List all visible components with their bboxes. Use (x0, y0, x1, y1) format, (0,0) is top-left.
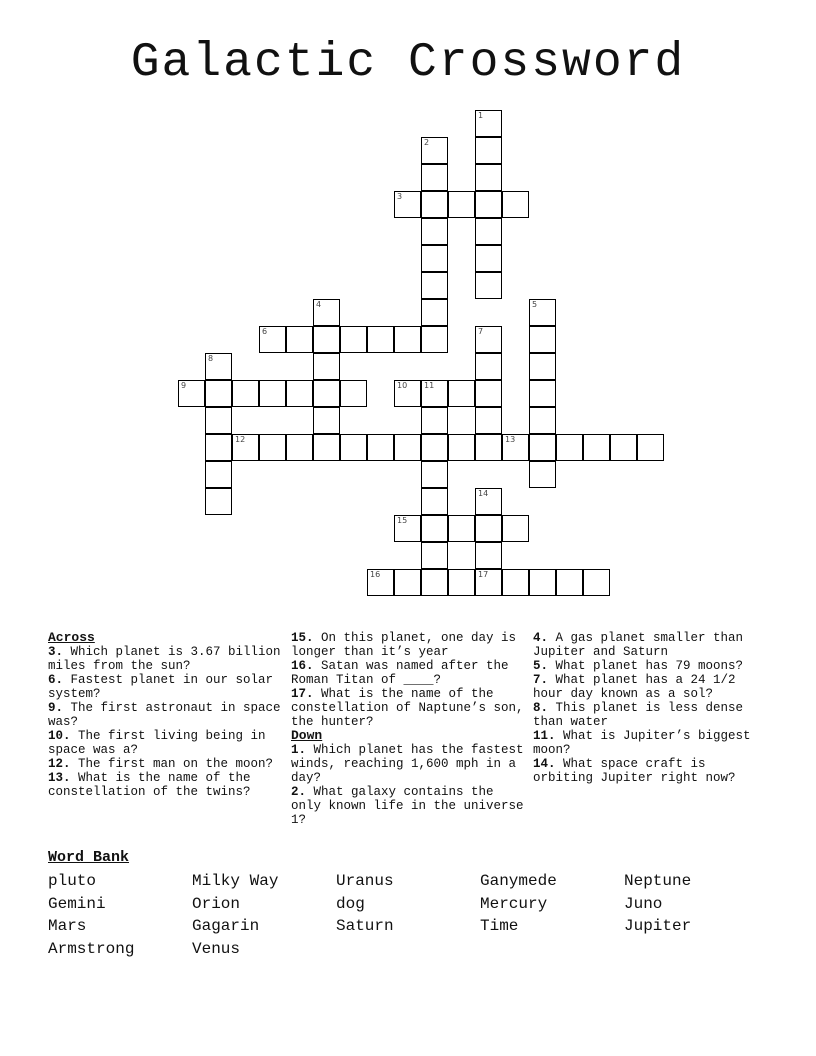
clue-number: 4 (316, 300, 322, 309)
clue-number: 8 (208, 354, 214, 363)
clue-item (533, 701, 773, 729)
grid-cell[interactable] (394, 434, 421, 461)
clue-text: What planet has 79 moons? (548, 659, 744, 673)
clue-number: 3. (48, 645, 64, 659)
clue-number: 3 (397, 192, 403, 201)
clue-number: 10. (48, 729, 71, 743)
clues-column-2 (291, 631, 527, 827)
grid-cell[interactable] (205, 434, 232, 461)
grid-cell[interactable] (529, 407, 556, 434)
grid-cell[interactable] (556, 434, 583, 461)
clue-text: The first living being in space was a? (48, 729, 266, 757)
grid-cell[interactable] (556, 569, 583, 596)
word-bank-item: Time (480, 917, 519, 935)
grid-cell[interactable] (475, 380, 502, 407)
word-bank-item: Gagarin (192, 917, 260, 935)
grid-cell[interactable] (394, 380, 421, 407)
grid-cell[interactable] (313, 353, 340, 380)
clue-number: 8. (533, 701, 549, 715)
clue-text: This planet is less dense than water (533, 701, 744, 729)
word-bank-item: Jupiter (624, 917, 692, 935)
grid-cell[interactable] (421, 164, 448, 191)
grid-cell[interactable] (475, 515, 502, 542)
grid-cell[interactable] (394, 326, 421, 353)
clue-number: 17 (478, 570, 489, 579)
grid-cell[interactable] (232, 380, 259, 407)
grid-cell[interactable] (232, 434, 259, 461)
grid-cell[interactable] (475, 353, 502, 380)
word-bank-item: pluto (48, 872, 97, 890)
across-clue-list (48, 645, 286, 799)
clue-text: What is the name of the constellation of Naptune’s son, the hunter? (291, 687, 524, 729)
grid-cell[interactable] (340, 380, 367, 407)
grid-cell[interactable] (421, 569, 448, 596)
clue-number: 12 (235, 435, 246, 444)
grid-cell[interactable] (259, 434, 286, 461)
grid-cell[interactable] (421, 272, 448, 299)
clue-text: What planet has a 24 1/2 hour day known as a sol? (533, 673, 736, 701)
clues-column-1 (48, 631, 286, 799)
clue-number: 9. (48, 701, 64, 715)
grid-cell[interactable] (421, 218, 448, 245)
grid-cell[interactable] (178, 380, 205, 407)
grid-cell[interactable] (421, 461, 448, 488)
clue-item (533, 659, 773, 673)
grid-cell[interactable] (394, 569, 421, 596)
grid-cell[interactable] (421, 299, 448, 326)
clue-item (48, 729, 286, 757)
grid-cell[interactable] (502, 434, 529, 461)
clue-number: 14 (478, 489, 489, 498)
clue-text: Satan was named after the Roman Titan of ____? (291, 659, 509, 687)
clue-number: 12. (48, 757, 71, 771)
grid-cell[interactable] (529, 299, 556, 326)
grid-cell[interactable] (637, 434, 664, 461)
grid-cell[interactable] (421, 191, 448, 218)
grid-cell[interactable] (313, 407, 340, 434)
word-bank-item: Orion (192, 894, 241, 913)
grid-cell[interactable] (421, 542, 448, 569)
clue-number: 5. (533, 659, 549, 673)
grid-cell[interactable] (205, 488, 232, 515)
clue-text: Which planet has the fastest winds, reaching 1,600 mph in a day? (291, 743, 524, 785)
clue-item (291, 687, 527, 729)
clue-item (533, 729, 773, 757)
clue-item (48, 771, 286, 799)
clue-text: What is the name of the constellation of the twins? (48, 771, 251, 799)
grid-cell[interactable] (529, 380, 556, 407)
clue-item (291, 631, 527, 659)
clue-text: What is Jupiter’s biggest moon? (533, 729, 751, 757)
word-bank-item: Neptune (624, 872, 692, 890)
grid-cell[interactable] (367, 434, 394, 461)
word-bank-item: Ganymede (480, 872, 557, 890)
grid-cell[interactable] (205, 353, 232, 380)
grid-cell[interactable] (475, 407, 502, 434)
clue-number: 2. (291, 785, 307, 799)
grid-cell[interactable] (421, 407, 448, 434)
clue-number: 16 (370, 570, 381, 579)
clue-number: 13 (505, 435, 516, 444)
grid-cell[interactable] (475, 272, 502, 299)
clue-number: 11. (533, 729, 556, 743)
grid-cell[interactable] (448, 191, 475, 218)
grid-cell[interactable] (529, 434, 556, 461)
across-clue-list-continued (291, 631, 527, 729)
grid-cell[interactable] (475, 542, 502, 569)
grid-cell[interactable] (502, 569, 529, 596)
clue-text: Fastest planet in our solar system? (48, 673, 274, 701)
grid-cell[interactable] (313, 299, 340, 326)
grid-cell[interactable] (448, 569, 475, 596)
clue-text: The first man on the moon? (70, 757, 274, 771)
clue-number: 4. (533, 631, 549, 645)
word-bank-title: Word Bank (48, 849, 130, 866)
clue-item (291, 659, 527, 687)
clue-item (48, 673, 286, 701)
grid-cell[interactable] (394, 515, 421, 542)
grid-cell[interactable] (475, 569, 502, 596)
clue-item (533, 757, 773, 785)
grid-cell[interactable] (313, 434, 340, 461)
clue-item (48, 757, 286, 771)
grid-cell[interactable] (529, 326, 556, 353)
clue-text: On this planet, one day is longer than it’s year (291, 631, 517, 659)
grid-cell[interactable] (583, 569, 610, 596)
clue-number: 9 (181, 381, 187, 390)
grid-cell[interactable] (367, 569, 394, 596)
clue-number: 14. (533, 757, 556, 771)
word-bank-item: Saturn (336, 917, 394, 935)
grid-cell[interactable] (421, 326, 448, 353)
grid-cell[interactable] (340, 434, 367, 461)
clue-text: What galaxy contains the only known life in the universe 1? (291, 785, 524, 827)
down-heading: Down (291, 728, 323, 743)
grid-cell[interactable] (259, 380, 286, 407)
grid-cell[interactable] (475, 191, 502, 218)
grid-cell[interactable] (475, 110, 502, 137)
page-title: Galactic Crossword (130, 36, 686, 90)
grid-cell[interactable] (475, 137, 502, 164)
word-bank-item: Mercury (480, 894, 548, 913)
clue-number: 1. (291, 743, 307, 757)
grid-cell[interactable] (313, 380, 340, 407)
grid-cell[interactable] (421, 137, 448, 164)
grid-cell[interactable] (583, 434, 610, 461)
grid-cell[interactable] (529, 461, 556, 488)
grid-cell[interactable] (475, 326, 502, 353)
grid-cell[interactable] (610, 434, 637, 461)
grid-cell[interactable] (475, 434, 502, 461)
across-heading: Across (48, 630, 95, 645)
word-bank-item: Milky Way (192, 872, 279, 890)
clue-number: 2 (424, 138, 430, 147)
grid-cell[interactable] (448, 380, 475, 407)
grid-cell[interactable] (205, 380, 232, 407)
grid-cell[interactable] (448, 515, 475, 542)
grid-cell[interactable] (502, 191, 529, 218)
clue-number: 5 (532, 300, 538, 309)
grid-cell[interactable] (313, 326, 340, 353)
grid-cell[interactable] (286, 434, 313, 461)
down-clue-list (291, 743, 527, 827)
grid-cell[interactable] (475, 218, 502, 245)
grid-cell[interactable] (502, 515, 529, 542)
grid-cell[interactable] (529, 569, 556, 596)
grid-cell[interactable] (448, 434, 475, 461)
clue-number: 6. (48, 673, 64, 687)
grid-cell[interactable] (475, 488, 502, 515)
word-bank-item: Uranus (336, 872, 394, 890)
clue-item (48, 645, 286, 673)
grid-cell[interactable] (286, 326, 313, 353)
grid-cell[interactable] (421, 515, 448, 542)
clue-number: 13. (48, 771, 71, 785)
clue-number: 15. (291, 631, 314, 645)
clue-text: A gas planet smaller than Jupiter and Saturn (533, 631, 744, 659)
clue-text: What space craft is orbiting Jupiter right now? (533, 757, 736, 785)
word-bank (48, 870, 768, 960)
word-bank-item: Juno (624, 894, 663, 913)
clue-number: 1 (478, 111, 484, 120)
grid-cell[interactable] (367, 326, 394, 353)
clue-number: 10 (397, 381, 408, 390)
grid-cell[interactable] (421, 380, 448, 407)
clue-text: Which planet is 3.67 billion miles from the sun? (48, 645, 281, 673)
grid-cell[interactable] (286, 380, 313, 407)
grid-cell[interactable] (421, 488, 448, 515)
clue-item (533, 673, 773, 701)
clue-item (533, 631, 773, 659)
grid-cell[interactable] (421, 434, 448, 461)
clues-column-3 (533, 631, 773, 785)
clue-number: 6 (262, 327, 268, 336)
clue-number: 16. (291, 659, 314, 673)
grid-cell[interactable] (475, 164, 502, 191)
word-bank-item: Armstrong (48, 939, 135, 958)
grid-cell[interactable] (529, 353, 556, 380)
clue-number: 17. (291, 687, 314, 701)
clue-number: 15 (397, 516, 408, 525)
word-bank-item: Venus (192, 939, 241, 958)
word-bank-item: dog (336, 894, 365, 913)
grid-cell[interactable] (259, 326, 286, 353)
grid-cell[interactable] (394, 191, 421, 218)
grid-cell[interactable] (205, 461, 232, 488)
grid-cell[interactable] (205, 407, 232, 434)
grid-cell[interactable] (340, 326, 367, 353)
clue-item (291, 743, 527, 785)
word-bank-item: Gemini (48, 894, 106, 913)
clue-number: 7. (533, 673, 549, 687)
clue-item (48, 701, 286, 729)
clue-number: 11 (424, 381, 435, 390)
down-clue-list-continued (533, 631, 773, 785)
clue-item (291, 785, 527, 827)
clue-number: 7 (478, 327, 484, 336)
grid-cell[interactable] (421, 245, 448, 272)
grid-cell[interactable] (475, 245, 502, 272)
word-bank-item: Mars (48, 917, 87, 935)
clue-text: The first astronaut in space was? (48, 701, 281, 729)
